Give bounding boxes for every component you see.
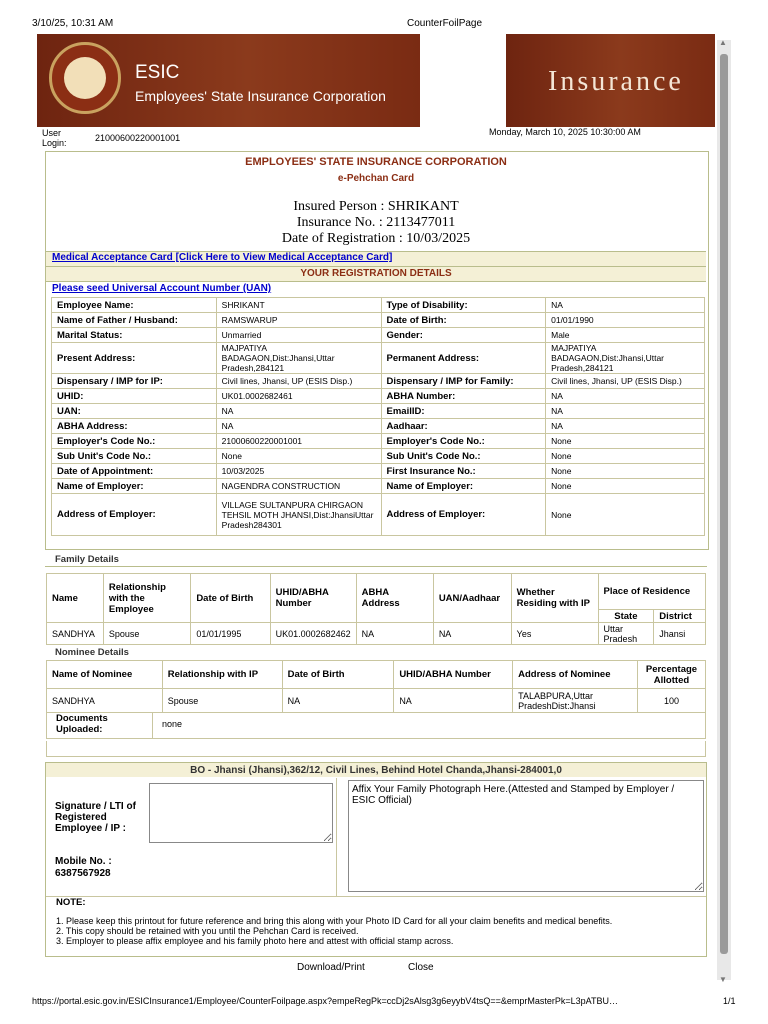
reg-label: Dispensary / IMP for IP: [52, 374, 217, 389]
reg-value: 01/01/1990 [546, 313, 705, 328]
photo-box[interactable] [348, 780, 704, 892]
reg-label: EmailID: [381, 404, 546, 419]
scroll-up-icon[interactable]: ▲ [719, 38, 727, 47]
reg-label: Present Address: [52, 343, 217, 374]
scroll-down-icon[interactable]: ▼ [719, 975, 727, 984]
print-page-title: CounterFoilPage [407, 18, 483, 29]
table-row [47, 623, 706, 645]
scrollbar-thumb[interactable] [720, 54, 728, 954]
nominee-uhid: NA [394, 689, 513, 713]
reg-label: Name of Employer: [52, 479, 217, 494]
family-header-uan: UAN/Aadhaar [433, 574, 511, 623]
close-button[interactable]: Close [408, 962, 434, 973]
reg-label: First Insurance No.: [381, 464, 546, 479]
download-print-button[interactable]: Download/Print [297, 962, 365, 973]
reg-value: None [546, 449, 705, 464]
reg-label: Date of Birth: [381, 313, 546, 328]
reg-label: UAN: [52, 404, 217, 419]
reg-value: VILLAGE SULTANPURA CHIRGAON TEHSIL MOTH JHANSI,Dist:JhansiUttar Pradesh284301 [216, 494, 381, 536]
family-header-residing: Whether Residing with IP [511, 574, 598, 623]
seed-uan-link[interactable]: Please seed Universal Account Number (UAN) [52, 283, 272, 294]
reg-label: Employer's Code No.: [381, 434, 546, 449]
family-relationship: Spouse [103, 623, 190, 645]
family-table [46, 573, 706, 645]
reg-label: Dispensary / IMP for Family: [381, 374, 546, 389]
reg-value: MAJPATIYA BADAGAON,Dist:Jhansi,Uttar Pradesh,284121 [546, 343, 705, 374]
notes-list [56, 916, 612, 946]
table-row [52, 464, 705, 479]
reg-value: Civil lines, Jhansi, UP (ESIS Disp.) [546, 374, 705, 389]
reg-label: Name of Employer: [381, 479, 546, 494]
reg-value: None [546, 434, 705, 449]
nominee-table [46, 660, 706, 713]
documents-value: none [162, 719, 183, 729]
signature-label: Signature / LTI of Registered Employee / IP : [55, 801, 136, 834]
reg-label: Type of Disability: [381, 298, 546, 313]
family-details-label: Family Details [55, 554, 119, 565]
reg-value: Male [546, 328, 705, 343]
family-header-relationship: Relationship with the Employee [103, 574, 190, 623]
branch-office: BO - Jhansi (Jhansi),362/12, Civil Lines, Behind Hotel Chanda,Jhansi-284001,0 [190, 765, 562, 776]
note-item: 1. Please keep this printout for future reference and bring this along with your Photo ID Card for all your claim benefits and medical benefits. [56, 916, 613, 926]
family-divider [45, 566, 707, 567]
mobile-label: Mobile No. : [55, 856, 112, 867]
table-row [52, 328, 705, 343]
footer-divider [336, 778, 337, 896]
spacer-row [46, 741, 706, 757]
family-uhid: UK01.0002682462 [270, 623, 356, 645]
insured-person: Insured Person : SHRIKANT [293, 199, 459, 214]
insurance-title: Insurance [548, 66, 684, 97]
footer-hline [46, 896, 706, 897]
family-header-dob: Date of Birth [191, 574, 270, 623]
reg-label: Address of Employer: [381, 494, 546, 536]
family-header-uhid: UHID/ABHA Number [270, 574, 356, 623]
esic-logo [49, 42, 121, 114]
table-row [52, 434, 705, 449]
family-dob: 01/01/1995 [191, 623, 270, 645]
family-header-abha-address: ABHA Address [356, 574, 433, 623]
card-subtitle: e-Pehchan Card [337, 173, 415, 184]
reg-label: Sub Unit's Code No.: [52, 449, 217, 464]
insurance-banner [506, 34, 715, 127]
mobile-value: 6387567928 [55, 868, 111, 879]
nominee-header-uhid: UHID/ABHA Number [394, 661, 513, 689]
reg-value: NA [546, 389, 705, 404]
family-district: Jhansi [654, 623, 706, 645]
table-row [52, 404, 705, 419]
family-uan: NA [433, 623, 511, 645]
reg-label: Marital Status: [52, 328, 217, 343]
medical-acceptance-link[interactable]: Medical Acceptance Card [Click Here to View Medical Acceptance Card] [52, 252, 393, 263]
print-datetime: 3/10/25, 10:31 AM [32, 18, 114, 29]
family-header-state: State [598, 610, 654, 623]
family-state: Uttar Pradesh [598, 623, 654, 645]
reg-label: Employer's Code No.: [52, 434, 217, 449]
reg-value: NAGENDRA CONSTRUCTION [216, 479, 381, 494]
page-url: https://portal.esic.gov.in/ESICInsurance1/Employee/CounterFoilpage.aspx?empeRegPk=ccDj2sAlsg3g6eyybV4tsQ==&emprMasterPk=L3pATBU… [32, 996, 618, 1006]
family-header-name: Name [47, 574, 104, 623]
reg-value: 21000600220001001 [216, 434, 381, 449]
nominee-header-dob: Date of Birth [282, 661, 394, 689]
documents-label: Documents Uploaded: [56, 713, 108, 735]
reg-value: UK01.0002682461 [216, 389, 381, 404]
table-row [52, 343, 705, 374]
reg-label: Date of Appointment: [52, 464, 217, 479]
reg-value: Civil lines, Jhansi, UP (ESIS Disp.) [216, 374, 381, 389]
reg-label: Gender: [381, 328, 546, 343]
registration-date: Date of Registration : 10/03/2025 [281, 231, 471, 246]
reg-value: SHRIKANT [216, 298, 381, 313]
vertical-scrollbar[interactable] [717, 40, 731, 980]
nominee-header-address: Address of Nominee [513, 661, 638, 689]
nominee-header-percentage: Percentage Allotted [637, 661, 705, 689]
reg-value: None [546, 494, 705, 536]
login-datetime: Monday, March 10, 2025 10:30:00 AM [489, 127, 641, 137]
reg-value: 10/03/2025 [216, 464, 381, 479]
reg-value: NA [546, 298, 705, 313]
insurance-no: Insurance No. : 2113477011 [296, 215, 456, 230]
esic-banner [37, 34, 420, 127]
logo-text: ESIC [135, 62, 180, 83]
nominee-percentage: 100 [637, 689, 705, 713]
table-row [52, 449, 705, 464]
reg-label: UHID: [52, 389, 217, 404]
reg-value: Unmarried [216, 328, 381, 343]
registration-table [51, 297, 705, 536]
page-count: 1/1 [723, 996, 736, 1006]
family-abha-address: NA [356, 623, 433, 645]
reg-value: NA [546, 419, 705, 434]
reg-label: Sub Unit's Code No.: [381, 449, 546, 464]
nominee-address: TALABPURA,Uttar PradeshDist:Jhansi [513, 689, 638, 713]
table-row [47, 689, 706, 713]
reg-label: Aadhaar: [381, 419, 546, 434]
nominee-details-label: Nominee Details [55, 647, 129, 658]
family-header-place: Place of Residence [598, 574, 705, 610]
reg-label: ABHA Number: [381, 389, 546, 404]
nominee-name: SANDHYA [47, 689, 163, 713]
registration-heading: YOUR REGISTRATION DETAILS [300, 268, 452, 279]
reg-value: RAMSWARUP [216, 313, 381, 328]
table-row [52, 313, 705, 328]
table-row [52, 298, 705, 313]
user-login-value: 21000600220001001 [95, 133, 181, 143]
reg-value: MAJPATIYA BADAGAON,Dist:Jhansi,Uttar Pradesh,284121 [216, 343, 381, 374]
signature-box[interactable] [149, 783, 333, 843]
nominee-header-relationship: Relationship with IP [162, 661, 282, 689]
table-row [52, 479, 705, 494]
nominee-relationship: Spouse [162, 689, 282, 713]
family-header-district: District [654, 610, 706, 623]
reg-value: None [546, 479, 705, 494]
table-row [52, 374, 705, 389]
table-row [52, 389, 705, 404]
family-residing: Yes [511, 623, 598, 645]
nominee-dob: NA [282, 689, 394, 713]
documents-row [46, 712, 706, 739]
nominee-header-name: Name of Nominee [47, 661, 163, 689]
reg-value: None [216, 449, 381, 464]
reg-label: Name of Father / Husband: [52, 313, 217, 328]
org-name: Employees' State Insurance Corporation [135, 88, 386, 104]
reg-label: Address of Employer: [52, 494, 217, 536]
reg-value: NA [546, 404, 705, 419]
reg-value: None [546, 464, 705, 479]
family-name: SANDHYA [47, 623, 104, 645]
reg-value: NA [216, 419, 381, 434]
reg-label: Employee Name: [52, 298, 217, 313]
reg-label: ABHA Address: [52, 419, 217, 434]
user-login-label: User Login: [42, 128, 67, 148]
card-title: EMPLOYEES' STATE INSURANCE CORPORATION [245, 156, 507, 168]
reg-label: Permanent Address: [381, 343, 546, 374]
documents-divider [152, 712, 153, 739]
table-row [52, 419, 705, 434]
note-item: 2. This copy should be retained with you until the Pehchan Card is received. [56, 926, 359, 936]
note-label: NOTE: [56, 897, 86, 908]
reg-value: NA [216, 404, 381, 419]
note-item: 3. Employer to please affix employee and his family photo here and attest with official stamp across. [56, 936, 454, 946]
table-row [52, 494, 705, 536]
